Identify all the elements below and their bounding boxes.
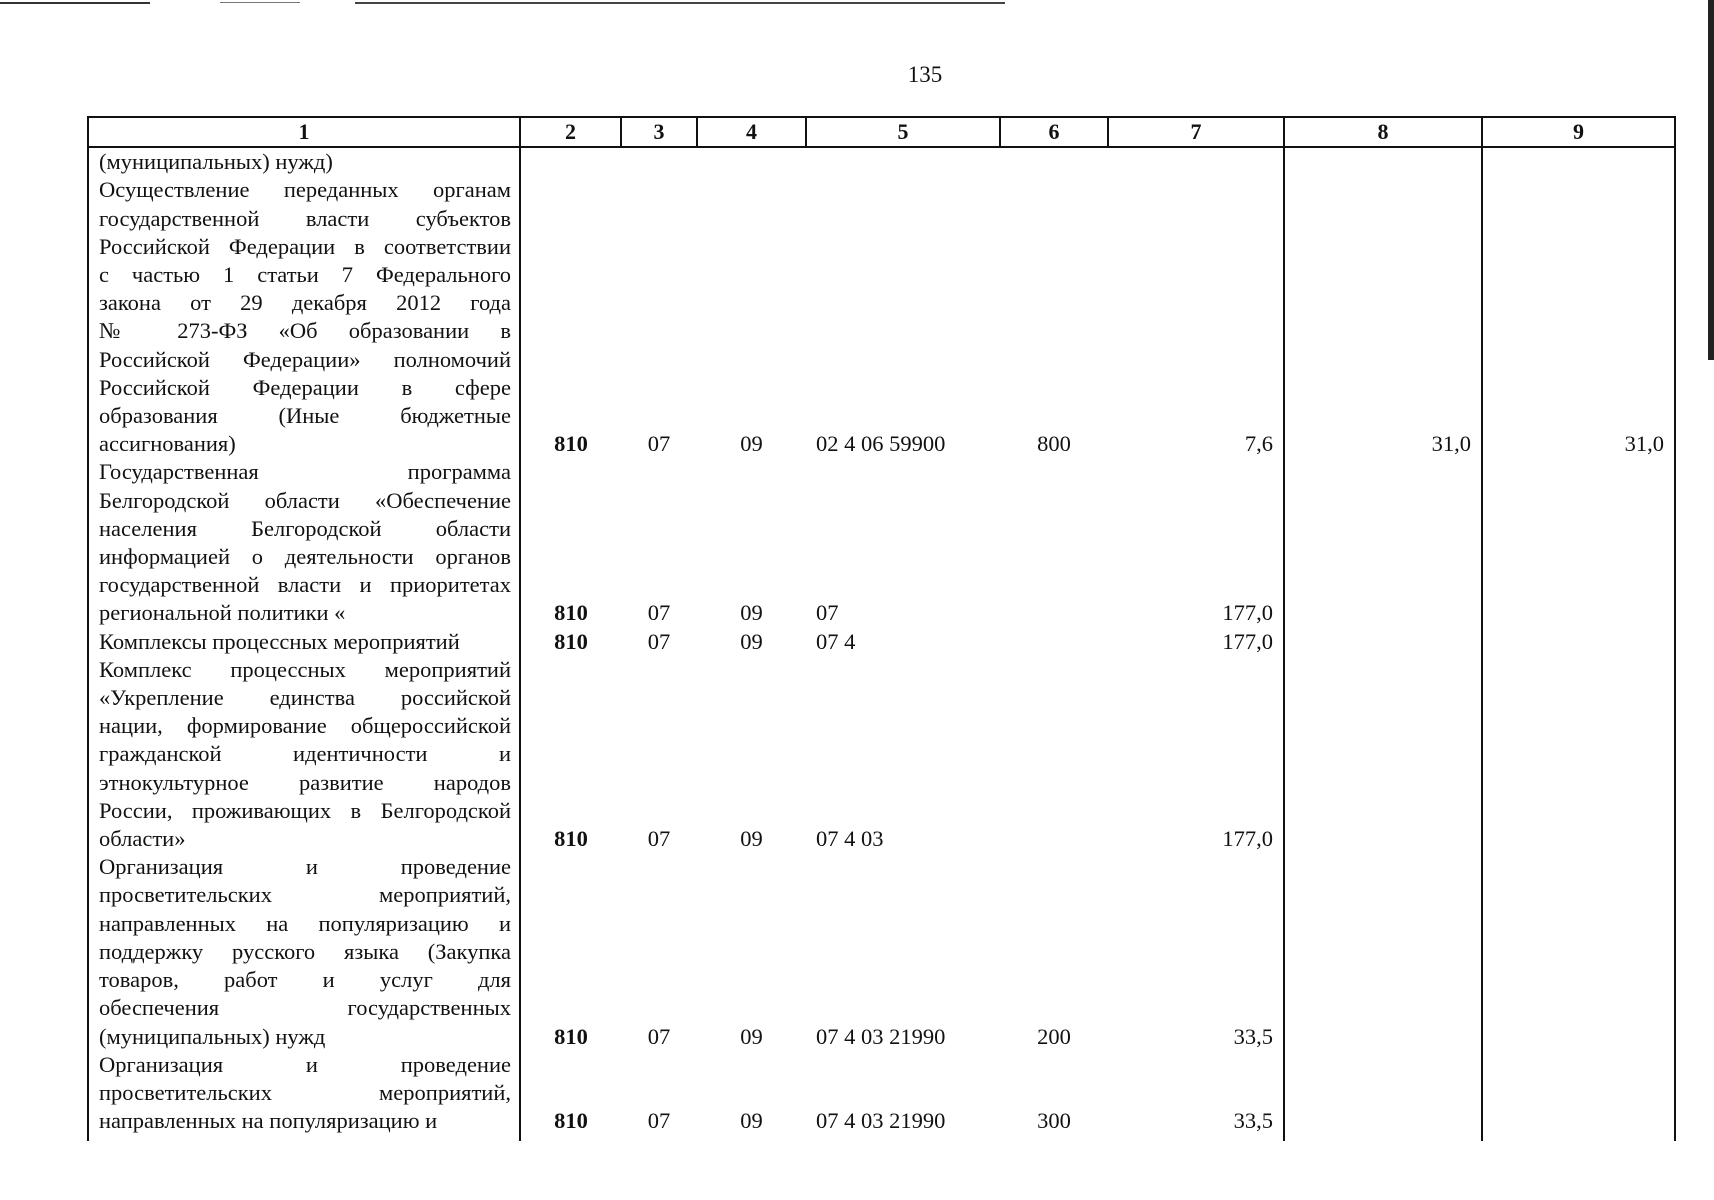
col-header-8: 8: [1284, 117, 1482, 147]
amount-year-1: 177,0: [1108, 458, 1284, 627]
description-line: Комплексы процессных мероприятий: [99, 628, 460, 654]
description-line: информацией о деятельности органов: [99, 544, 511, 570]
scan-artifact-line: [0, 2, 150, 4]
section-code: 07: [647, 628, 671, 654]
description-line: направленных на популяризацию и: [99, 910, 511, 936]
section-code: 07: [647, 1108, 671, 1134]
subsection-code: 09: [740, 1023, 763, 1049]
description-line: Российской Федерации» полномочий: [99, 346, 511, 372]
row-description: [88, 1051, 520, 1136]
description-line: направленных на популяризацию и: [99, 1108, 438, 1134]
amount-year-3: [1482, 458, 1675, 627]
table-row: [88, 1051, 1675, 1136]
col-header-1: 1: [88, 117, 520, 147]
description-line: просветительских мероприятий,: [99, 1079, 511, 1105]
ministry-code: 810: [520, 458, 621, 627]
spacer-cell: [520, 1135, 621, 1141]
target-article-code: 07 4 03 21990: [816, 1108, 946, 1134]
description-line: ассигнования): [99, 431, 236, 457]
description-line: России, проживающих в Белгородской: [99, 797, 511, 823]
description-line: гражданской идентичности и: [99, 741, 511, 767]
section-code: 07: [647, 431, 671, 457]
col-header-6: 6: [1000, 117, 1108, 147]
description-line: области»: [99, 826, 186, 852]
description-line: поддержку русского языка (Закупка: [99, 938, 511, 964]
table-row: [88, 176, 1675, 458]
col-header-9: 9: [1482, 117, 1675, 147]
amount-year-3: 31,0: [1482, 176, 1675, 458]
col-header-4: 4: [697, 117, 806, 147]
amount-year-2: [1284, 147, 1482, 176]
description-line: Российской Федерации в соответствии: [99, 233, 511, 259]
description-line: закона от 29 декабря 2012 года: [99, 290, 511, 316]
description-line: обеспечения государственных: [99, 995, 511, 1021]
description-line: просветительских мероприятий,: [99, 882, 511, 908]
amount-year-2: [1284, 628, 1482, 656]
expense-type-code: [1000, 147, 1108, 176]
amount-year-2: [1284, 656, 1482, 853]
table-row: [88, 628, 1675, 656]
description-line: образования (Иные бюджетные: [99, 403, 511, 429]
row-description: [88, 147, 520, 176]
target-article-code: 07 4 03: [816, 826, 884, 852]
target-article-code: 07: [816, 600, 839, 626]
spacer-cell: [621, 1135, 697, 1141]
expense-type-code: 800: [1037, 431, 1071, 457]
description-line: этнокультурное развитие народов: [99, 769, 511, 795]
target-article-code: 07 4: [816, 628, 856, 654]
ministry-code: 810: [520, 656, 621, 853]
description-line: с частью 1 статьи 7 Федерального: [99, 262, 511, 288]
amount-year-1: 177,0: [1108, 628, 1284, 656]
expense-type-code: [1000, 628, 1108, 656]
description-line: Организация и проведение: [99, 1051, 511, 1077]
description-line: товаров, работ и услуг для: [99, 967, 511, 993]
subsection-code: 09: [740, 600, 763, 626]
amount-year-2: 31,0: [1284, 176, 1482, 458]
col-header-3: 3: [621, 117, 697, 147]
budget-table: [87, 116, 1676, 1141]
row-description: [88, 628, 520, 656]
table-row: [88, 147, 1675, 176]
row-description: [88, 656, 520, 853]
section-code: 07: [647, 600, 671, 626]
section-code: [621, 147, 697, 176]
spacer-cell: [1108, 1135, 1284, 1141]
target-article-code: [806, 147, 1000, 176]
amount-year-1: 7,6: [1108, 176, 1284, 458]
spacer-cell: [1000, 1135, 1108, 1141]
amount-year-3: [1482, 1051, 1675, 1136]
spacer-cell: [806, 1135, 1000, 1141]
header-row: [88, 117, 1675, 147]
amount-year-1: 33,5: [1108, 1051, 1284, 1136]
description-line: Организация и проведение: [99, 854, 511, 880]
spacer-cell: [697, 1135, 806, 1141]
table-row: [88, 656, 1675, 853]
amount-year-1: 177,0: [1108, 656, 1284, 853]
amount-year-1: 33,5: [1108, 853, 1284, 1050]
table-body: [88, 147, 1675, 1141]
row-description: [88, 853, 520, 1050]
col-header-7: 7: [1108, 117, 1284, 147]
description-line: Осуществление переданных органам: [99, 177, 511, 203]
spacer-cell: [1284, 1135, 1482, 1141]
expense-type-code: 300: [1037, 1108, 1071, 1134]
target-article-code: 02 4 06 59900: [816, 431, 946, 457]
amount-year-1: [1108, 147, 1284, 176]
table-row: [88, 853, 1675, 1050]
amount-year-3: [1482, 656, 1675, 853]
expense-type-code: [1000, 656, 1108, 853]
target-article-code: 07 4 03 21990: [816, 1023, 946, 1049]
row-description: [88, 458, 520, 627]
description-line: нации, формирование общероссийской: [99, 713, 511, 739]
row-description: [88, 176, 520, 458]
ministry-code: 810: [520, 628, 621, 656]
description-line: населения Белгородской области: [99, 515, 511, 541]
amount-year-2: [1284, 458, 1482, 627]
scan-artifact-line: [220, 2, 300, 3]
scan-artifact-line: [355, 2, 1005, 4]
amount-year-3: [1482, 147, 1675, 176]
description-line: (муниципальных) нужд): [99, 149, 333, 175]
section-code: 07: [647, 1023, 671, 1049]
description-line: (муниципальных) нужд: [99, 1023, 326, 1049]
amount-year-2: [1284, 1051, 1482, 1136]
ministry-code: 810: [520, 1051, 621, 1136]
description-line: «Укрепление единства российской: [99, 685, 511, 711]
spacer-cell: [1482, 1135, 1675, 1141]
col-header-2: 2: [520, 117, 621, 147]
ministry-code: [520, 147, 621, 176]
expense-type-code: 200: [1037, 1023, 1071, 1049]
page-number: 135: [907, 62, 943, 87]
section-code: 07: [647, 826, 671, 852]
expense-type-code: [1000, 458, 1108, 627]
col-header-5: 5: [806, 117, 1000, 147]
description-line: Комплекс процессных мероприятий: [99, 656, 511, 682]
description-line: Белгородской области «Обеспечение: [99, 487, 511, 513]
description-line: региональной политики «: [99, 600, 346, 626]
description-line: № 273-ФЗ «Об образовании в: [99, 318, 511, 344]
description-line: Государственная программа: [99, 459, 511, 485]
subsection-code: 09: [740, 431, 763, 457]
amount-year-3: [1482, 853, 1675, 1050]
ministry-code: 810: [520, 176, 621, 458]
subsection-code: 09: [740, 1108, 763, 1134]
table-end-spacer: [88, 1135, 1675, 1141]
description-line: государственной власти субъектов: [99, 205, 511, 231]
spacer-cell: [88, 1135, 520, 1141]
subsection-code: 09: [740, 628, 763, 654]
description-line: государственной власти и приоритетах: [99, 572, 511, 598]
ministry-code: 810: [520, 853, 621, 1050]
table-row: [88, 458, 1675, 627]
amount-year-3: [1482, 628, 1675, 656]
subsection-code: [697, 147, 806, 176]
scan-artifact-edge: [1708, 0, 1714, 360]
description-line: Российской Федерации в сфере: [99, 374, 511, 400]
amount-year-2: [1284, 853, 1482, 1050]
subsection-code: 09: [740, 826, 763, 852]
